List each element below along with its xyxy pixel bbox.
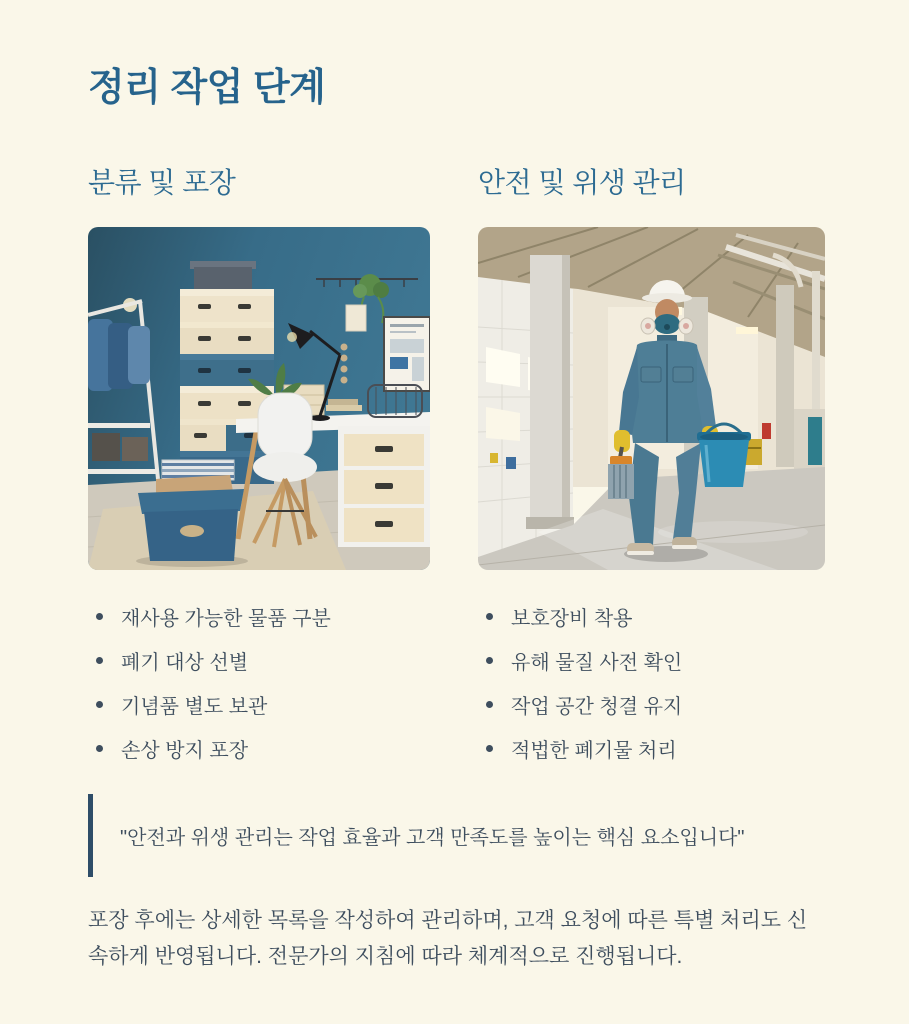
bullet-item [88,594,430,638]
bullet-dot [96,657,103,664]
bullet-text: 기념품 별도 보관 [121,695,268,718]
section-sorting-packing [88,161,430,770]
bullet-list-safety [478,594,825,770]
photo-worker [478,227,825,570]
bullet-dot [486,745,493,752]
bullet-item [478,594,825,638]
page-title: 정리 작업 단계 [88,67,326,109]
bullet-text: 재사용 가능한 물품 구분 [121,607,331,630]
bullet-text: 폐기 대상 선별 [121,651,249,674]
blue-bucket [697,424,751,487]
section-heading-sorting: 분류 및 포장 [88,167,236,198]
bullet-item [88,682,430,726]
ceiling-light [736,327,758,334]
bullet-dot [96,613,103,620]
bullet-text: 보호장비 착용 [511,607,633,630]
bullet-item [88,638,430,682]
section-heading-safety: 안전 및 위생 관리 [478,167,686,198]
bullet-item [88,726,430,770]
fire-sign [762,423,771,439]
quote-block [88,794,825,877]
bullet-dot [96,701,103,708]
bullet-dot [96,745,103,752]
organized-room-illustration [88,227,430,570]
worker-illustration [478,227,825,570]
columns [88,161,825,770]
section-safety-hygiene [478,161,825,770]
bullet-item [478,638,825,682]
bullet-item [478,726,825,770]
bullet-dot [486,657,493,664]
quote-text: "안전과 위생 관리는 작업 효율과 고객 만족도를 높이는 핵심 요소입니다" [120,827,745,849]
closing-paragraph: 포장 후에는 상세한 목록을 작성하여 관리하며, 고객 요청에 따른 특별 처리도 신속하게 반영됩니다. 전문가의 지침에 따라 체계적으로 진행됩니다. [88,909,808,969]
books-stack [326,399,362,411]
left-pillar [526,255,574,529]
right-pillar [776,285,794,467]
bullet-text: 적법한 폐기물 처리 [511,739,677,762]
photo-organized-room [88,227,430,570]
bullet-dot [486,701,493,708]
small-frame [346,305,366,331]
bullet-text: 유해 물질 사전 확인 [511,651,683,674]
wall-poster [384,317,430,391]
bullet-dot [486,613,493,620]
bullet-text: 손상 방지 포장 [121,739,249,762]
bullet-item [478,682,825,726]
bullet-list-sorting [88,594,430,770]
teal-door [808,417,822,465]
bullet-text: 작업 공간 청결 유지 [511,695,683,718]
